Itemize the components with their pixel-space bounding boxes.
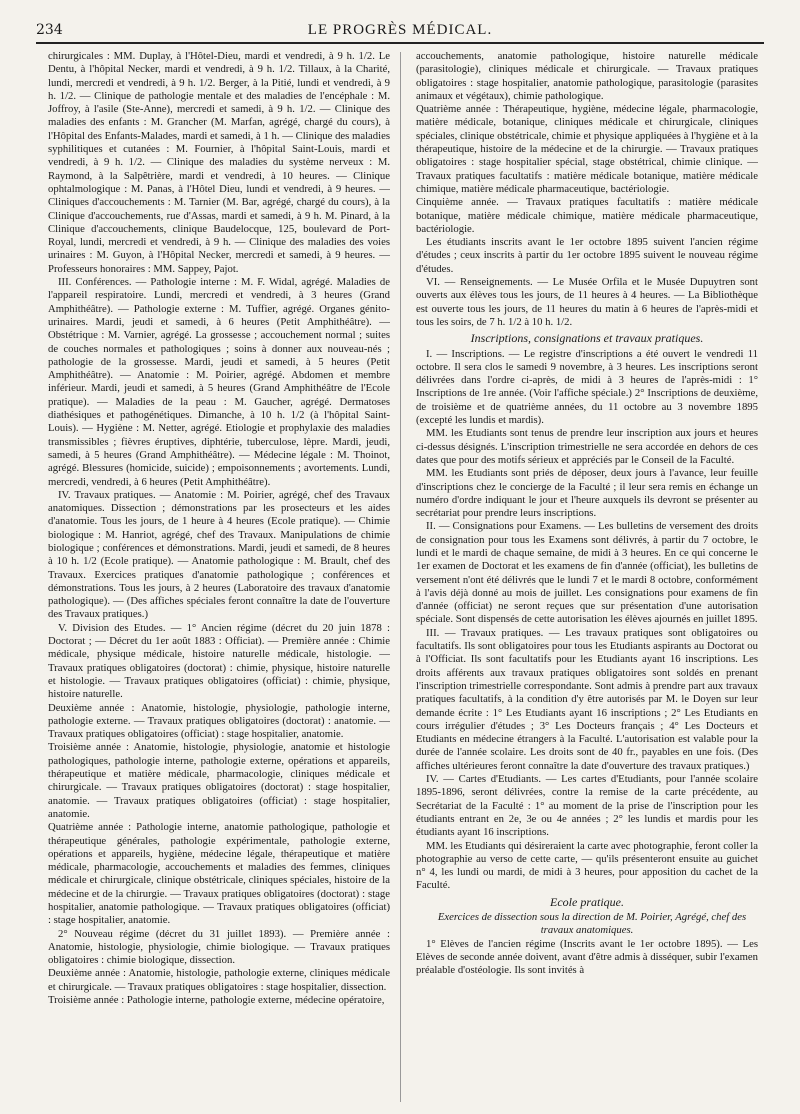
section-subheading: Exercices de dissection sous la direction de M. Poirier, Agrégé, chef des travaux anatomiques. [437, 911, 747, 937]
paragraph: Cinquième année. — Travaux pratiques facultatifs : matière médicale botanique, matière médicale chimique, matière médicale pharmaceutique, bactériologie. [416, 196, 758, 235]
paragraph: MM. les Etudiants sont tenus de prendre leur inscription aux jours et heures ci-dessus désignés. L'inscription trimestrielle ne sera accordée en dehors de ces dates que pour des motifs sérieux et appréciés par le Conseil de la Faculté. [416, 427, 758, 466]
paragraph: chirurgicales : MM. Duplay, à l'Hôtel-Dieu, mardi et vendredi, à 9 h. 1/2. Le Dentu, à l'hôpital Necker, mardi et vendredi, à 9 h. 1/2. Tillaux, à la Charité, lundi, mercredi et vendredi, à 9 h. 1/2. Berger, à la Pitié, lundi et vendredi, à 9 h. 1/2. — Clinique de pathologie mentale et des maladies de l'encéphale : M. Joffroy, à l'asile (Ste-Anne), mercredi et samedi, à 9 h. 1/2. — Clinique des maladies des enfants : M. Grancher (M. Marfan, agrégé, chargé du cours), à l'Hôpital des Enfants-Malades, mardi et samedi, à 1 h. — Clinique des maladies syphilitiques et cutanées : M. Fournier, à l'hôpital Saint-Louis, mardi et vendredi, à 9 h. 1/2. — Clinique des maladies du système nerveux : M. Raymond, à la Salpêtrière, mardi et vendredi, à 10 heures. — Clinique ophtalmologique : M. Panas, à l'Hôtel Dieu, lundi et vendredi, à 9 heures. — Cliniques d'accouchements : M. Tarnier (M. Bar, agrégé, chargé du cours), à la Clinique d'accouchements, rue d'Assas, mardi et samedi, à 9 h. M. Pinard, à la Clinique d'accouchements, clinique Baudelocque, 125, boulevard de Port-Royal, lundi, mercredi et vendredi, à 9 h. — Clinique des maladies des voies urinaires : M. Guyon, à l'Hôpital Necker, mercredi et samedi, à 9 heures. — Professeurs honoraires : MM. Sappey, Pajot. [48, 50, 390, 275]
paragraph: Quatrième année : Thérapeutique, hygiène, médecine légale, pharmacologie, matière médicale, botanique, cliniques médicale et chirurgicale, cliniques spéciales, clinique obstétricale, chimie et physique appliquées à l'hygiène et à la thérapeutique, histoire de la médecine et de la chirurgie. — Travaux pratiques obligatoires : stage hospitalier spécial, stage obstétrical, chimie clinique. — Travaux pratiques facultatifs : matière médicale botanique, matière médicale chimique, matière médicale pharmaceutique, bactériologie. [416, 103, 758, 195]
page-number: 234 [36, 22, 63, 38]
column-divider [400, 52, 401, 1102]
paragraph: MM. les Etudiants qui désireraient la carte avec photographie, feront coller la photographie au verso de cette carte, — qu'ils présenteront ensuite au guichet n° 4, les lundi ou mardi, de midi à 3 heures, pour apposition du cachet de la Faculté. [416, 839, 758, 892]
paragraph: accouchements, anatomie pathologique, histoire naturelle médicale (parasitologie), cliniques médicale et chirurgicale. — Travaux pratiques obligatoires : stage hospitalier, anatomie pathologique, parasitologie (parasites animaux et végétaux), chimie pathologique. [416, 50, 758, 102]
left-column [48, 50, 390, 1007]
paragraph: Troisième année : Anatomie, histologie, physiologie, anatomie et histologie pathologiques, pathologie interne, pathologie externe, opérations et appareils, thérapeutique et matière médicale, pharmacologie, cliniques médicale et chirurgicale. — Travaux pratiques obligatoires (doctorat) : stage hospitalier, anatomie. — Travaux pratiques obligatoires (officiat) : stage hospitalier, anatomie. [48, 741, 390, 820]
paragraph: I. — Inscriptions. — Le registre d'inscriptions a été ouvert le vendredi 11 octobre. Il sera clos le samedi 9 novembre, à 3 heures. Les inscriptions seront délivrées dans l'ordre ci-après, de midi à 3 heures de l'après-midi : 1° Inscriptions de 1re année. (Voir l'affiche spéciale.) 2° Inscriptions de deuxième, de troisième et de quatrième années, du 11 octobre au 3 novembre 1895 (excepté les lundis et mardis). [416, 347, 758, 427]
paragraph: 2° Nouveau régime (décret du 31 juillet 1893). — Première année : Anatomie, histologie, physiologie, chimie biologique. — Travaux pratiques obligatoires : chimie biologique, dissection. [48, 927, 390, 967]
section-heading: Inscriptions, consignations et travaux pratiques. [470, 331, 704, 346]
paragraph: MM. les Etudiants sont priés de déposer, deux jours à l'avance, leur feuille d'inscriptions chez le concierge de la Faculté ; il leur sera remis en échange un numéro d'ordre indiquant le jour et l'heure auxquels ils devront se présenter au secrétariat pour prendre leurs inscriptions. [416, 467, 758, 520]
journal-title: LE PROGRÈS MÉDICAL. [307, 22, 493, 38]
paragraph: III. Conférences. — Pathologie interne : M. F. Widal, agrégé. Maladies de l'appareil respiratoire. Lundi, mercredi et vendredi, à 3 heures (Grand Amphithéâtre). — Pathologie externe : M. Tuffier, agrégé. Organes génito-urinaires. Mardi, jeudi et samedi, à 6 heures (Petit Amphithéâtre). — Obstétrique : M. Varnier, agrégé. La grossesse ; accouchement normal ; suites de couches normales et pathologiques ; soins à donner aux nouveau-nés ; pathologie de la grossesse. Mardi, jeudi et samedi, à 5 heures (Petit Amphithéâtre). — Anatomie : M. Poirier, agrégé. Abdomen et membre inférieur. Mardi, jeudi et samedi, à 5 heures (Grand Amphithéâtre de l'Ecole pratique). — Maladies de la peau : M. Gaucher, agrégé. Dermatoses diathésiques et pathogénétiques. Dimanche, à 10 h. 1/2 (à l'hôpital Saint-Louis). — Hygiène : M. Netter, agrégé. Etiologie et prophylaxie des maladies transmissibles ; fièvres éruptives, diphtérie, tuberculose, lèpre. Mardi, jeudi, samedi, à 5 heures (Grand Amphithéâtre). — Médecine légale : M. Thoinot, agrégé. Blessures (homicide, suicide) ; empoisonnements ; avortements. Lundi, mercredi, vendredi, à 6 heures (Petit Amphithéâtre). [48, 276, 390, 488]
paragraph: II. — Consignations pour Examens. — Les bulletins de versement des droits de consignation pour tous les Examens sont délivrés, à partir du 7 octobre, le lundi et le mardi de chaque semaine, de midi à 3 heures. En ce qui concerne le 1er examen de Doctorat et les examens de fin d'année (officiat), les bulletins de versement n'ont été délivrés que le lundi 7 et le mardi 8 octobre, conformément à l'avis déjà donné au mois de juillet. Les consignations pour examens de fin d'année (officiat) ne seront reçues que sur présentation d'une autorisation spéciale. Sont dispensés de cette autorisation les élèves ajournés en juillet 1895. [416, 520, 758, 626]
paragraph: VI. — Renseignements. — Le Musée Orfila et le Musée Dupuytren sont ouverts aux élèves tous les jours, de 11 heures à 4 heures. — La Bibliothèque est ouverte tous les jours, de 11 heures du matin à 6 heures de l'après-midi et tous les soirs, de 7 h. 1/2 à 10 h. 1/2. [416, 276, 758, 328]
right-column [416, 50, 758, 977]
page-header [36, 20, 764, 44]
paragraph: Deuxième année : Anatomie, histologie, pathologie externe, cliniques médicale et chirurgicale. — Travaux pratiques obligatoires : stage hospitalier, dissection. [48, 967, 390, 993]
paragraph: V. Division des Etudes. — 1° Ancien régime (décret du 20 juin 1878 : Doctorat ; — Décret du 1er août 1883 : Officiat). — Première année : Chimie médicale, physique médicale, histoire naturelle médicale, histologie. — Travaux pratiques obligatoires (doctorat) : chimie, physique, histoire naturelle et histologie. — Travaux pratiques obligatoires (officiat) : chimie, physique, histoire naturelle. [48, 621, 390, 701]
section-heading: Ecole pratique. [550, 894, 624, 909]
paragraph: 1° Elèves de l'ancien régime (Inscrits avant le 1er octobre 1895). — Les Elèves de seconde année doivent, avant d'être admis à disséquer, subir l'examen préalable d'ostéologie. Ils sont invités à [416, 937, 758, 977]
paragraph: Troisième année : Pathologie interne, pathologie externe, médecine opératoire, [48, 994, 385, 1007]
paragraph: Quatrième année : Pathologie interne, anatomie pathologique, pathologie et thérapeutique générales, pathologie expérimentale, pathologie externe, opérations et appareils, hygiène, médecine légale, thérapeutique et matière médicale, pharmacologie, accouchements et maladies des femmes, cliniques médicale et chirurgicale, clinique obstétricale, cliniques spéciales, histoire de la médecine et de la chirurgie. — Travaux pratiques obligatoires (doctorat) : stage hospitalier, anatomie pathologique. — Travaux pratiques obligatoires (officiat) : stage hospitalier, anatomie. [48, 821, 390, 927]
paragraph: IV. Travaux pratiques. — Anatomie : M. Poirier, agrégé, chef des Travaux anatomiques. Dissection ; démonstrations par les prosecteurs et les aides d'anatomie. Tous les jours, de 1 heure à 4 heures (Ecole pratique). — Chimie biologique : M. Hanriot, agrégé, chef des Travaux. Manipulations de chimie biologique ; conférences et démonstrations. Mardi, jeudi et samedi, de 8 heures à 10 h. 1/2 (Ecole pratique). — Anatomie pathologique : M. Brault, chef des Travaux. Exercices pratiques d'anatomie pathologique ; conférences et démonstrations. Tous les jours, à 2 heures (Laboratoire des travaux d'anatomie pathologique). — (Des affiches spéciales feront connaître la date de l'ouverture des Travaux pratiques.) [48, 488, 390, 621]
paragraph: Deuxième année : Anatomie, histologie, physiologie, pathologie interne, pathologie externe. — Travaux pratiques obligatoires (doctorat) : anatomie. — Travaux pratiques obligatoires (officiat) : stage hospitalier, anatomie. [48, 701, 390, 741]
paragraph: III. — Travaux pratiques. — Les travaux pratiques sont obligatoires ou facultatifs. Ils sont obligatoires pour tous les Etudiants aspirants au Doctorat ou à l'Officiat. Ils sont facultatifs pour les Etudiants ayant 16 inscriptions. Les droits afférents aux travaux pratiques obligatoires sont soldés en prenant l'inscription trimestrielle correspondante. Sont admis à prendre part aux travaux pratiques facultatifs, à la condition d'y être autorisés par M. le Doyen sur leur demande écrite : 1° Les Etudiants ayant 16 inscriptions ; 2° Les Etudiants en cours irrégulier d'études ; 3° Les Docteurs français ; 4° Les Docteurs et Etudiants en médecine étrangers à la Faculté. L'autorisation est valable pour la durée de l'année scolaire. Les droits sont de 40 fr., payables en une fois. (Des affiches ultérieures feront connaître la date d'ouverture des travaux pratiques.) [416, 626, 758, 772]
paragraph: IV. — Cartes d'Etudiants. — Les cartes d'Etudiants, pour l'année scolaire 1895-1896, seront délivrées, contre la remise de la carte précédente, au Secrétariat de la Faculté : 1° au moment de la prise de l'inscription pour les étudiants entrant en 2e, 3e ou 4e années ; 2° les lundis et mardis pour les étudiants ayant 16 inscriptions. [416, 773, 758, 839]
paragraph: Les étudiants inscrits avant le 1er octobre 1895 suivent l'ancien régime d'études ; ceux inscrits à partir du 1er octobre 1895 suivent le nouveau régime d'études. [416, 236, 758, 275]
